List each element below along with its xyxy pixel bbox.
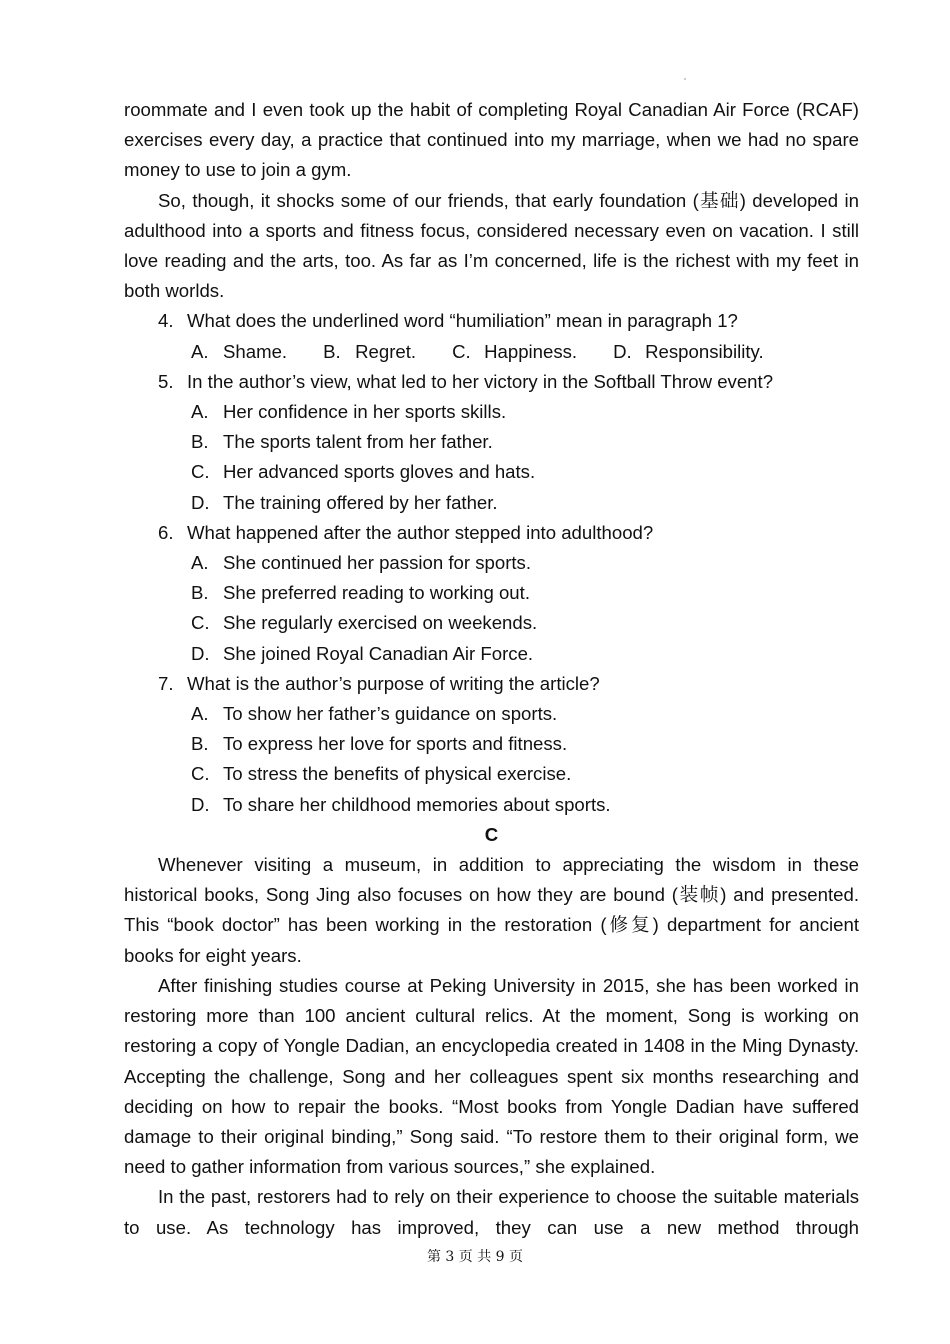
option-a[interactable] [191,337,287,367]
option-b[interactable] [124,729,859,759]
option-text: Shame. [223,340,288,362]
option-text: Happiness. [484,340,578,362]
option-text: She continued her passion for sports. [223,552,532,574]
option-letter: D. [191,793,210,815]
option-text: To express her love for sports and fitness. [223,733,568,755]
question-number: 7. [158,672,174,694]
option-text: To show her father’s guidance on sports. [223,703,558,725]
question-stem [124,518,859,548]
option-d[interactable] [613,337,764,367]
question-text: In the author’s view, what led to her victory in the Softball Throw event? [187,370,774,392]
option-letter: D. [191,491,210,513]
option-letter: C. [452,340,471,362]
option-text: Regret. [355,340,417,362]
option-letter: B. [323,340,341,362]
paragraph-continued: roommate and I even took up the habit of completing Royal Canadian Air Force (RCAF) exercises every day, a practice that continued into my marriage, when we had no spare money to use to join a gym. [124,99,859,181]
option-b[interactable] [124,427,859,457]
paragraph-conclusion: So, though, it shocks some of our friends, that early foundation (基础) developed in adulthood into a sports and fitness focus, considered necessary even on vacation. I still love reading and the arts, too. As far as I’m concerned, life is the richest with my feet in both worlds. [124,189,859,302]
option-a[interactable] [124,699,859,729]
option-text: The sports talent from her father. [223,431,493,453]
option-a[interactable] [124,397,859,427]
option-letter: D. [191,642,210,664]
option-text: To share her childhood memories about sports. [223,793,611,815]
passage-c-paragraph-3: In the past, restorers had to rely on their experience to choose the suitable materials to use. As technology has improved, they can use a new method through [124,1186,859,1238]
option-letter: C. [191,763,210,785]
option-text: To stress the benefits of physical exercise. [223,763,572,785]
option-text: Her confidence in her sports skills. [223,401,507,423]
document-page [124,95,859,1243]
option-letter: B. [191,431,209,453]
question-number: 6. [158,521,174,543]
option-b[interactable] [124,578,859,608]
option-b[interactable] [323,337,416,367]
option-text: She joined Royal Canadian Air Force. [223,642,534,664]
option-letter: A. [191,703,209,725]
question-number: 5. [158,370,174,392]
option-d[interactable] [124,790,859,820]
option-letter: B. [191,733,209,755]
question-7 [124,669,859,820]
question-4 [124,306,859,366]
question-text: What happened after the author stepped into adulthood? [187,521,654,543]
option-d[interactable] [124,488,859,518]
option-a[interactable] [124,548,859,578]
option-text: The training offered by her father. [223,491,498,513]
option-letter: C. [191,612,210,634]
option-text: She regularly exercised on weekends. [223,612,538,634]
question-stem [124,669,859,699]
option-c[interactable] [124,608,859,638]
option-letter: A. [191,401,209,423]
option-text: Responsibility. [645,340,764,362]
options-row [124,337,859,367]
passage-c-paragraph-2: After finishing studies course at Peking University in 2015, she has been worked in restoring more than 100 ancient cultural relics. At the moment, Song is working on restoring a copy of Yongle Dadian, an encyclopedia created in 1408 in the Ming Dynasty. Accepting the challenge, Song and her colleagues spent six months researching and deciding on how to repair the books. “Most books from Yongle Dadian have suffered damage to their original binding,” Song said. “To restore them to their original form, we need to gather information from various sources,” she explained. [124,974,859,1178]
option-c[interactable] [124,759,859,789]
option-letter: A. [191,552,209,574]
option-text: Her advanced sports gloves and hats. [223,461,536,483]
question-stem [124,306,859,336]
scan-speck [684,78,686,80]
option-c[interactable] [124,457,859,487]
option-letter: C. [191,461,210,483]
option-letter: A. [191,340,209,362]
question-6 [124,518,859,669]
option-letter: B. [191,582,209,604]
passage-c-paragraph-1: Whenever visiting a museum, in addition to appreciating the wisdom in these historical books, Song Jing also focuses on how they are bound (装帧) and presented. This “book doctor” has been working in the restoration (修复) department for ancient books for eight years. [124,854,859,966]
option-letter: D. [613,340,632,362]
section-heading-c: C [484,823,499,845]
question-text: What does the underlined word “humiliation” mean in paragraph 1? [187,310,738,332]
page-footer: 第 3 页 共 9 页 [426,1249,524,1265]
option-c[interactable] [452,337,577,367]
question-stem [124,367,859,397]
question-number: 4. [158,310,174,332]
option-text: She preferred reading to working out. [223,582,530,604]
option-d[interactable] [124,639,859,669]
question-5 [124,367,859,518]
question-text: What is the author’s purpose of writing the article? [187,672,600,694]
